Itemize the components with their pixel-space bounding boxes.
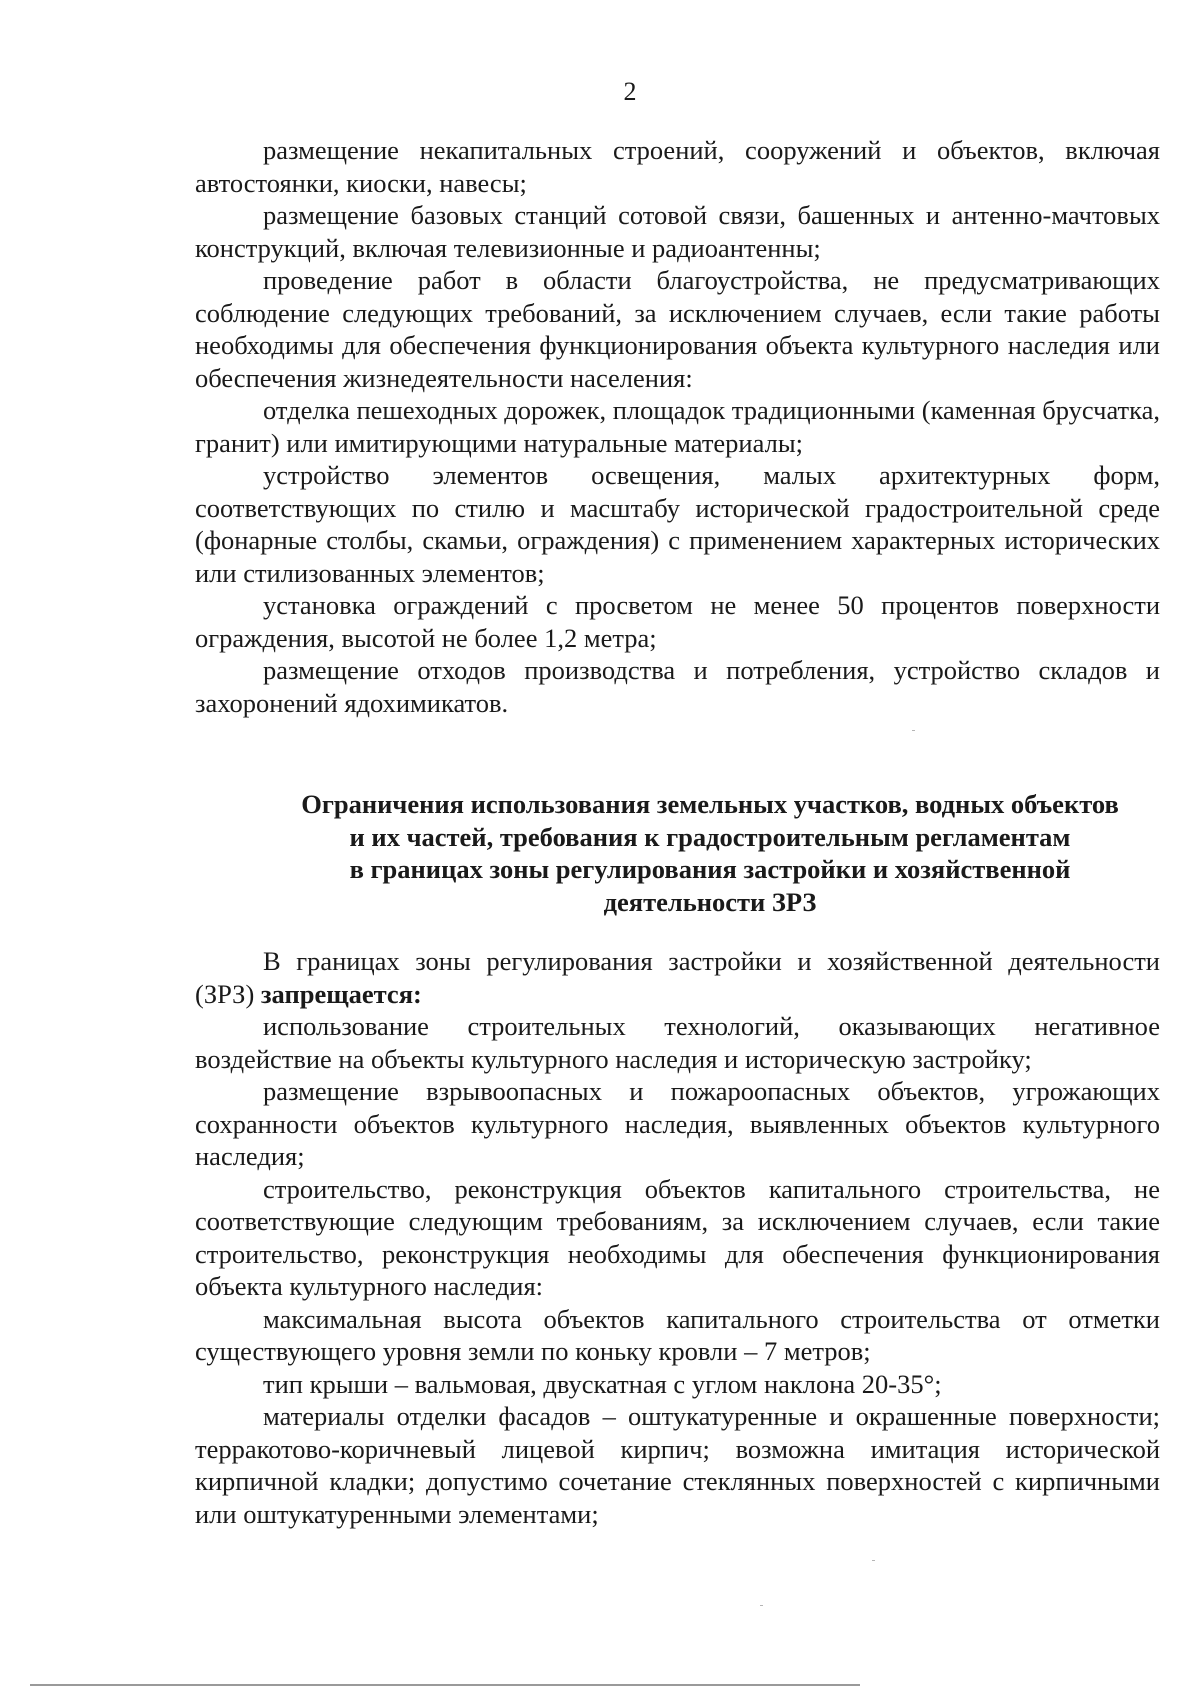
page-number: 2	[623, 77, 637, 106]
paragraph: строительство, реконструкция объектов капитального строительства, не соответствующие следующим требованиям, за исключением случаев, если такие строительство, реконструкция необходимы для обеспечения функционирования объекта культурного наследия:	[195, 1173, 1160, 1301]
heading-line: в границах зоны регулирования застройки и хозяйственной	[349, 854, 1071, 884]
intro-paragraph	[195, 945, 1160, 1010]
heading-line: и их частей, требования к градостроительным регламентам	[349, 821, 1071, 852]
scan-artifact	[912, 730, 915, 731]
paragraph: устройство элементов освещения, малых архитектурных форм, соответствующих по стилю и масштабу исторической градостроительной среде (фонарные столбы, скамьи, ограждения) с применением характерных исторических или стилизованных элементов;	[195, 460, 1160, 588]
scan-artifact	[760, 1605, 763, 1606]
zrz-restrictions	[195, 945, 1160, 1530]
scan-edge-line	[30, 1684, 860, 1686]
restrictions-list-continued	[195, 134, 1160, 719]
paragraph: установка ограждений с просветом не менее 50 процентов поверхности ограждения, высотой не более 1,2 метра;	[195, 590, 1160, 653]
intro-text: В границах зоны регулирования застройки и хозяйственной деятельности (ЗРЗ)	[195, 946, 1160, 1009]
paragraph: размещение базовых станций сотовой связи, башенных и антенно-мачтовых конструкций, включая телевизионные и радиоантенны;	[195, 200, 1160, 263]
heading-line: деятельности ЗРЗ	[603, 886, 817, 917]
paragraph: использование строительных технологий, оказывающих негативное воздействие на объекты культурного наследия и историческую застройку;	[195, 1011, 1160, 1074]
intro-emphasis: запрещается:	[260, 978, 422, 1009]
paragraph: отделка пешеходных дорожек, площадок традиционными (каменная брусчатка, гранит) или имитирующими натуральные материалы;	[195, 395, 1160, 458]
section-heading	[260, 788, 1160, 918]
paragraph: максимальная высота объектов капитального строительства от отметки существующего уровня земли по коньку кровли – 7 метров;	[195, 1303, 1160, 1366]
paragraph: размещение взрывоопасных и пожароопасных объектов, угрожающих сохранности объектов культурного наследия, выявленных объектов культурного наследия;	[195, 1076, 1160, 1171]
paragraph: материалы отделки фасадов – оштукатуренные и окрашенные поверхности; терракотово-коричневый лицевой кирпич; возможна имитация исторической кирпичной кладки; допустимо сочетание стеклянных поверхностей с кирпичными или оштукатуренными элементами;	[195, 1401, 1160, 1529]
heading-line: Ограничения использования земельных участков, водных объектов	[301, 789, 1119, 819]
scan-artifact	[872, 1560, 875, 1561]
paragraph: размещение некапитальных строений, сооружений и объектов, включая автостоянки, киоски, навесы;	[195, 135, 1160, 198]
paragraph: проведение работ в области благоустройства, не предусматривающих соблюдение следующих требований, за исключением случаев, если такие работы необходимы для обеспечения функционирования объекта культурного наследия или обеспечения жизнедеятельности населения:	[195, 265, 1160, 393]
paragraph: размещение отходов производства и потребления, устройство складов и захоронений ядохимикатов.	[195, 655, 1160, 718]
paragraph: тип крыши – вальмовая, двускатная с углом наклона 20-35°;	[263, 1368, 942, 1399]
